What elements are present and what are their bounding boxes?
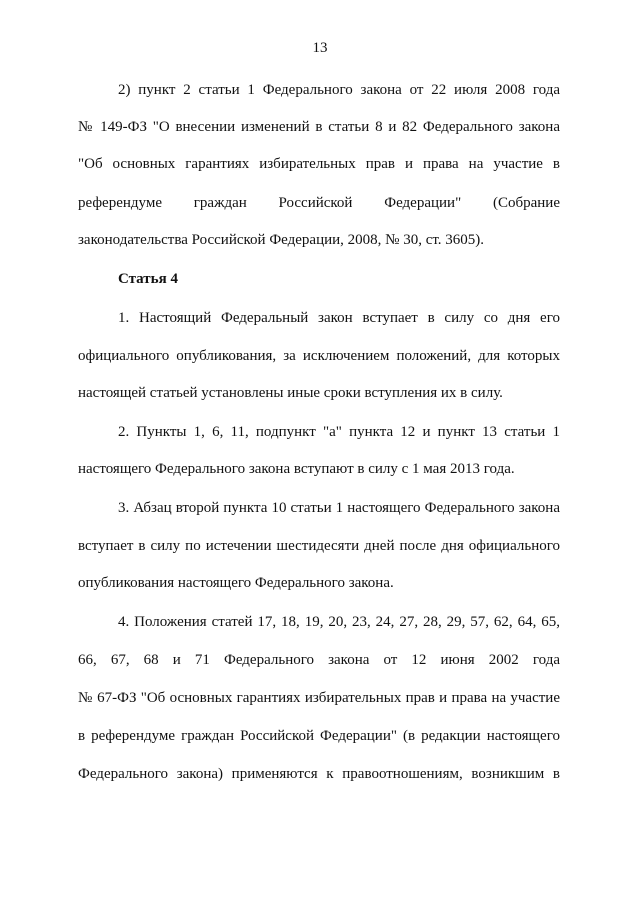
paragraph-line: 1. Настоящий Федеральный закон вступает в силу со дня его [118,310,560,326]
article-heading: Статья 4 [118,271,178,287]
paragraph-line: настоящего Федерального закона вступают в силу с 1 мая 2013 года. [78,461,515,477]
paragraph-line: настоящей статьей установлены иные сроки вступления их в силу. [78,385,503,401]
paragraph-line: № 149-ФЗ "О внесении изменений в статьи 8 и 82 Федерального закона [78,119,560,135]
paragraph-line: 4. Положения статей 17, 18, 19, 20, 23, 24, 27, 28, 29, 57, 62, 64, 65, [118,614,560,630]
paragraph-line: "Об основных гарантиях избирательных прав и права на участие в [78,156,560,172]
paragraph-line: законодательства Российской Федерации, 2008, № 30, ст. 3605). [78,232,485,248]
page-number: 13 [312,40,328,56]
paragraph-line: 2. Пункты 1, 6, 11, подпункт "а" пункта 12 и пункт 13 статьи 1 [118,424,560,440]
paragraph-line: референдуме граждан Российской Федерации" (Собрание [78,195,560,211]
paragraph-line: в референдуме граждан Российской Федерации" (в редакции настоящего [78,728,560,744]
paragraph-line: вступает в силу по истечении шестидесяти дней после дня официального [78,538,560,554]
paragraph-line: 2) пункт 2 статьи 1 Федерального закона от 22 июля 2008 года [118,82,560,98]
paragraph-line: опубликования настоящего Федерального закона. [78,575,394,591]
paragraph-line: 66, 67, 68 и 71 Федерального закона от 12 июня 2002 года [78,652,560,668]
paragraph-line: Федерального закона) применяются к правоотношениям, возникшим в [78,766,560,782]
paragraph-line: № 67-ФЗ "Об основных гарантиях избирательных прав и права на участие [78,690,560,706]
paragraph-line: официального опубликования, за исключением положений, для которых [78,348,560,364]
paragraph-line: 3. Абзац второй пункта 10 статьи 1 настоящего Федерального закона [118,500,560,516]
